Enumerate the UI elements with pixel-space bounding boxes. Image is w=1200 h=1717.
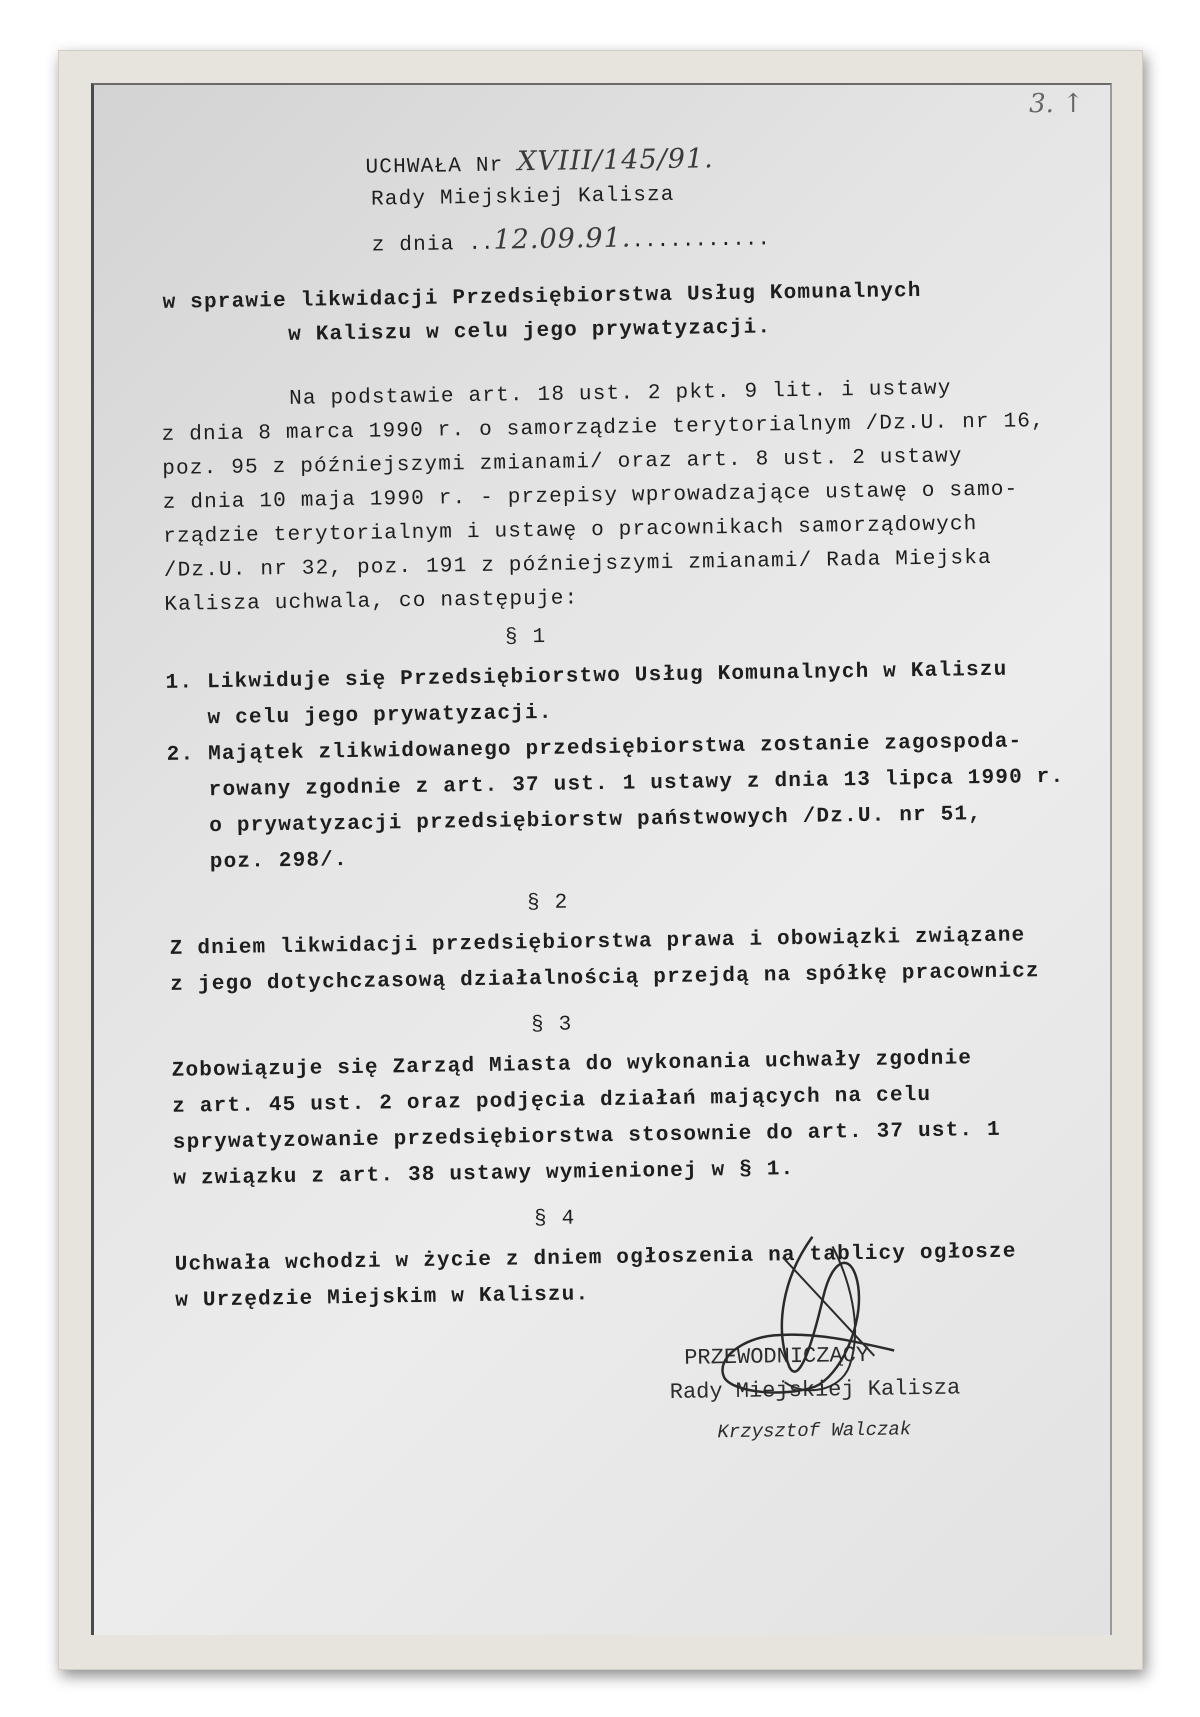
preamble-line: z dnia 8 marca 1990 r. o samorządzie terytorialnym /Dz.U. nr 16, <box>161 410 1046 447</box>
stamp-council: Rady Miejskiej Kalisza <box>669 1375 961 1406</box>
stamp-title: PRZEWODNICZĄCY <box>684 1342 870 1371</box>
preamble-line: z dnia 10 maja 1990 r. - przepisy wprowadzające ustawę o samo- <box>162 478 1019 515</box>
section-3-line: sprywatyzowanie przedsiębiorstwa stosownie do art. 37 ust. 1 <box>172 1118 1002 1155</box>
section-1-line: rowany zgodnie z art. 37 ust. 1 ustawy z dnia 13 lipca 1990 r. <box>167 765 1065 803</box>
section-1-line: 1. Likwiduje się Przedsiębiorstwo Usług Komunalnych w Kaliszu <box>165 658 1008 695</box>
section-1-line: o prywatyzacji przedsiębiorstw państwowych /Dz.U. nr 51, <box>167 803 983 839</box>
section-3-line: Zobowiązuje się Zarząd Miasta do wykonania uchwały zgodnie <box>171 1047 973 1083</box>
subject-line-2: w Kaliszu w celu jego prywatyzacji. <box>287 316 772 347</box>
section-1-line: w celu jego prywatyzacji. <box>165 701 553 731</box>
photo-frame <box>58 50 1143 1670</box>
document-page <box>91 83 1112 1635</box>
section-4-heading: § 4 <box>533 1207 576 1232</box>
subject-line-1: w sprawie likwidacji Przedsiębiorstwa Usług Komunalnych <box>162 279 922 315</box>
preamble-line: /Dz.U. nr 32, poz. 191 z późniejszymi zmianami/ Rada Miejska <box>163 546 993 583</box>
section-1-line: 2. Majątek zlikwidowanego przedsiębiorstwa zostanie zagospoda- <box>166 730 1023 767</box>
section-2-heading: § 2 <box>526 891 569 916</box>
title-number: XVIII/145/91. <box>517 143 714 178</box>
date-label: z dnia <box>371 233 455 258</box>
section-4-line: w Urzędzie Miejskim w Kaliszu. <box>175 1283 590 1313</box>
section-2-line: z jego dotychczasową działalnością przejdą na spółkę pracownicz <box>170 960 1040 997</box>
preamble-line: poz. 95 z późniejszymi zmianami/ oraz art. 8 ust. 2 ustawy <box>162 445 963 481</box>
handwritten-signature <box>662 1215 925 1409</box>
corner-annotation: 3. ↑ <box>1029 89 1084 119</box>
date-dots-trail: ........... <box>631 228 771 254</box>
date-dots: .. <box>468 232 494 257</box>
preamble-line: Na podstawie art. 18 ust. 2 pkt. 9 lit. i ustawy <box>288 377 952 411</box>
section-3-line: z art. 45 ust. 2 oraz podjęcia działań mających na celu <box>172 1083 932 1119</box>
section-1-line: poz. 298/. <box>168 849 349 875</box>
resolution-title <box>365 143 714 179</box>
section-4-line: Uchwała wchodzi w życie z dniem ogłoszenia na tablicy ogłosze <box>174 1240 1017 1277</box>
resolution-date <box>371 220 770 257</box>
preamble-line: Kalisza uchwala, co następuje: <box>164 587 579 617</box>
document-body <box>91 83 1112 1635</box>
section-1-heading: § 1 <box>504 625 547 650</box>
section-2-line: Z dniem likwidacji przedsiębiorstwa prawa i obowiązki związane <box>169 924 1026 961</box>
stamp-signatory: Krzysztof Walczak <box>717 1418 912 1444</box>
section-3-heading: § 3 <box>530 1013 573 1038</box>
title-typed: UCHWAŁA Nr <box>365 154 504 180</box>
section-3-line: w związku z art. 38 ustawy wymienionej w § 1. <box>173 1158 795 1191</box>
council-name: Rady Miejskiej Kalisza <box>370 183 675 212</box>
preamble-line: rządzie terytorialnym i ustawę o pracownikach samorządowych <box>163 513 978 549</box>
date-value: 12.09.91. <box>493 222 632 256</box>
